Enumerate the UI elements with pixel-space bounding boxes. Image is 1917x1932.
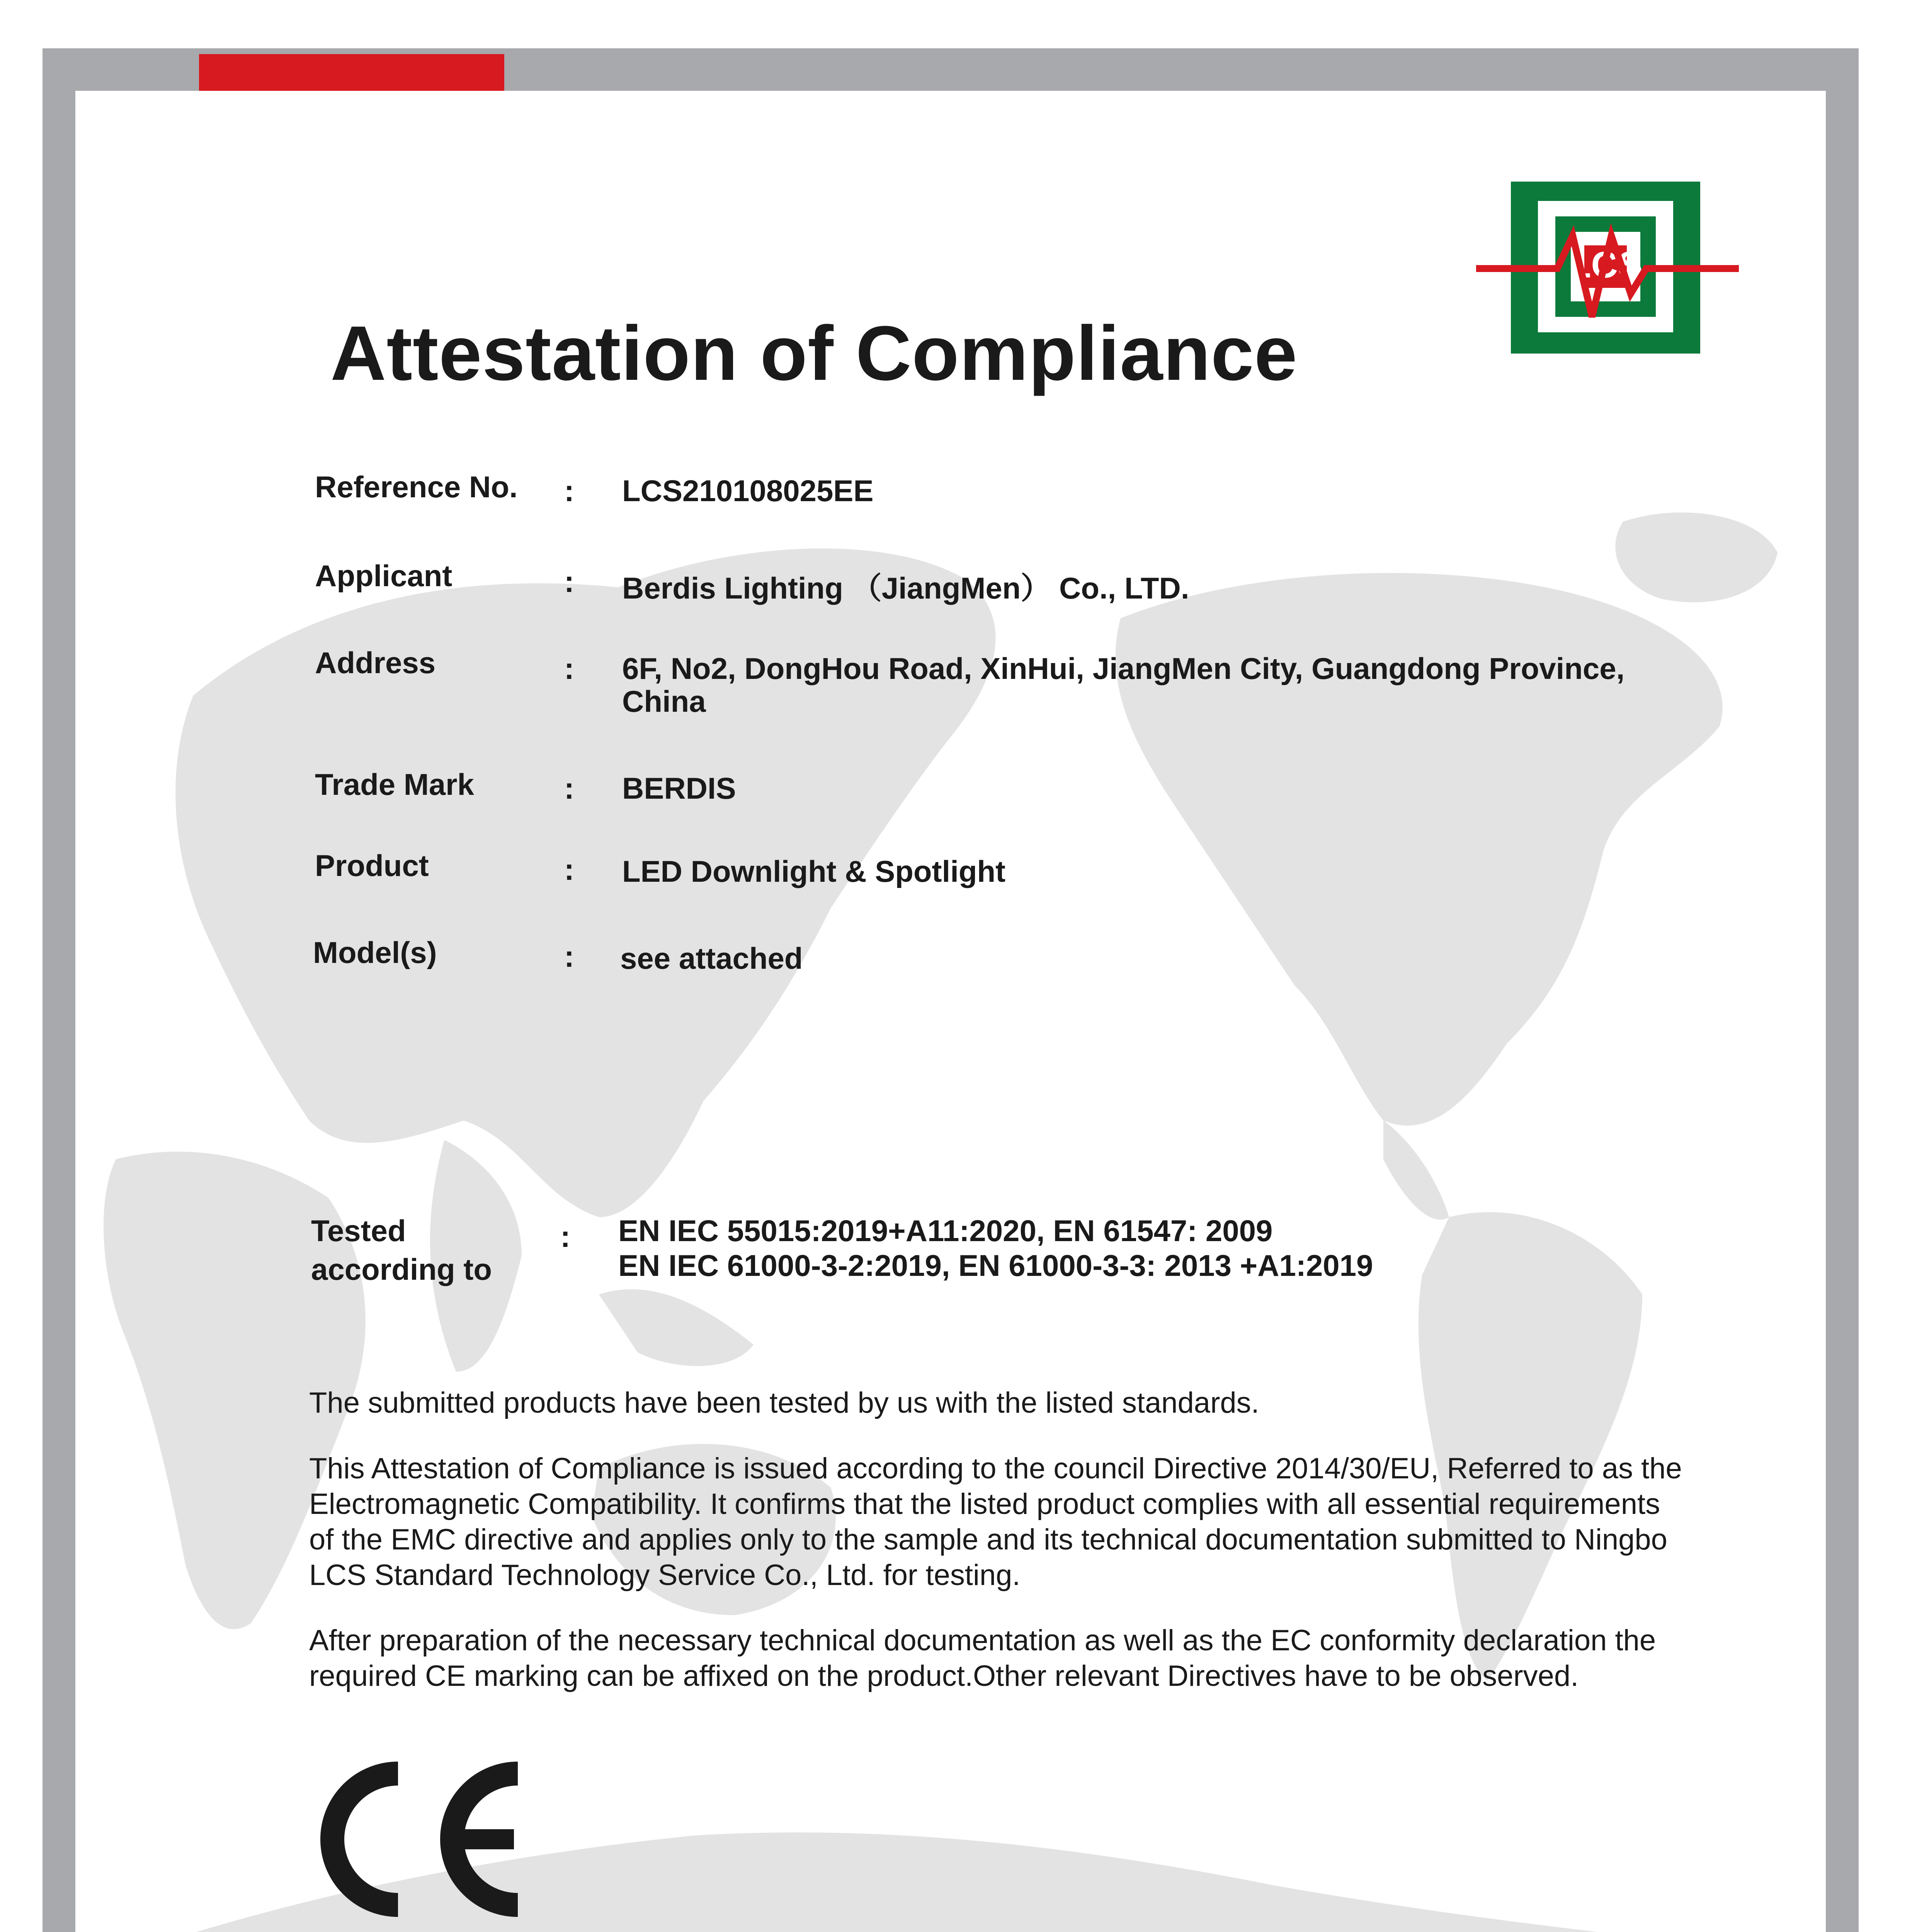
standards-line2: EN IEC 61000-3-2:2019, EN 61000-3-3: 2013 +A1:2019 [618, 1248, 1373, 1282]
top-red-bar [199, 54, 504, 91]
lcs-logo [1476, 178, 1739, 359]
applicant-label: Applicant [315, 559, 452, 593]
trade-mark-label: Trade Mark [315, 767, 474, 801]
applicant-colon: : [564, 565, 574, 599]
product-colon: : [564, 852, 574, 886]
document-title: Attestation of Compliance [330, 310, 1298, 396]
trade-mark-colon: : [564, 771, 574, 805]
models-colon: : [564, 939, 574, 973]
address-value-line2: China [622, 684, 706, 718]
tested-label-line2: according to [311, 1252, 492, 1286]
product-value: LED Downlight & Spotlight [622, 854, 1006, 888]
models-label: Model(s) [313, 935, 437, 969]
reference-label: Reference No. [315, 470, 518, 504]
paragraph-tested: The submitted products have been tested by us with the listed standards. [309, 1386, 1259, 1419]
tested-label-line1: Tested [311, 1214, 406, 1248]
paragraph-directive: This Attestation of Compliance is issued according to the council Directive 2014/30/EU, Referred to as the Electromagnetic Compatibility. It confirms that the listed product complies with all essential requirements of the EMC directive and applies only to the sample and its technical documentation submitted to Ningbo LCS Standard Technology Service Co., Ltd. for testing. [309, 1452, 1682, 1592]
address-colon: : [564, 651, 574, 685]
product-label: Product [315, 849, 429, 883]
address-value: 6F, No2, DongHou Road, XinHui, JiangMen City, Guangdong Province, [622, 651, 1625, 685]
ce-mark [294, 1750, 541, 1928]
reference-colon: : [564, 474, 574, 508]
paragraph-ce-marking: After preparation of the necessary technical documentation as well as the EC conformity declaration the required CE marking can be affixed on the product.Other relevant Directives have to be observed. [309, 1624, 1656, 1692]
logo-text: LCS [1568, 244, 1643, 286]
models-value: see attached [620, 941, 803, 975]
applicant-value: Berdis Lighting （JiangMen） Co., LTD. [622, 571, 1189, 605]
tested-colon: : [560, 1219, 570, 1253]
reference-value: LCS210108025EE [622, 474, 874, 508]
address-label: Address [315, 646, 436, 680]
standards-line1: EN IEC 55015:2019+A11:2020, EN 61547: 2009 [618, 1214, 1273, 1248]
trade-mark-value: BERDIS [622, 771, 736, 805]
